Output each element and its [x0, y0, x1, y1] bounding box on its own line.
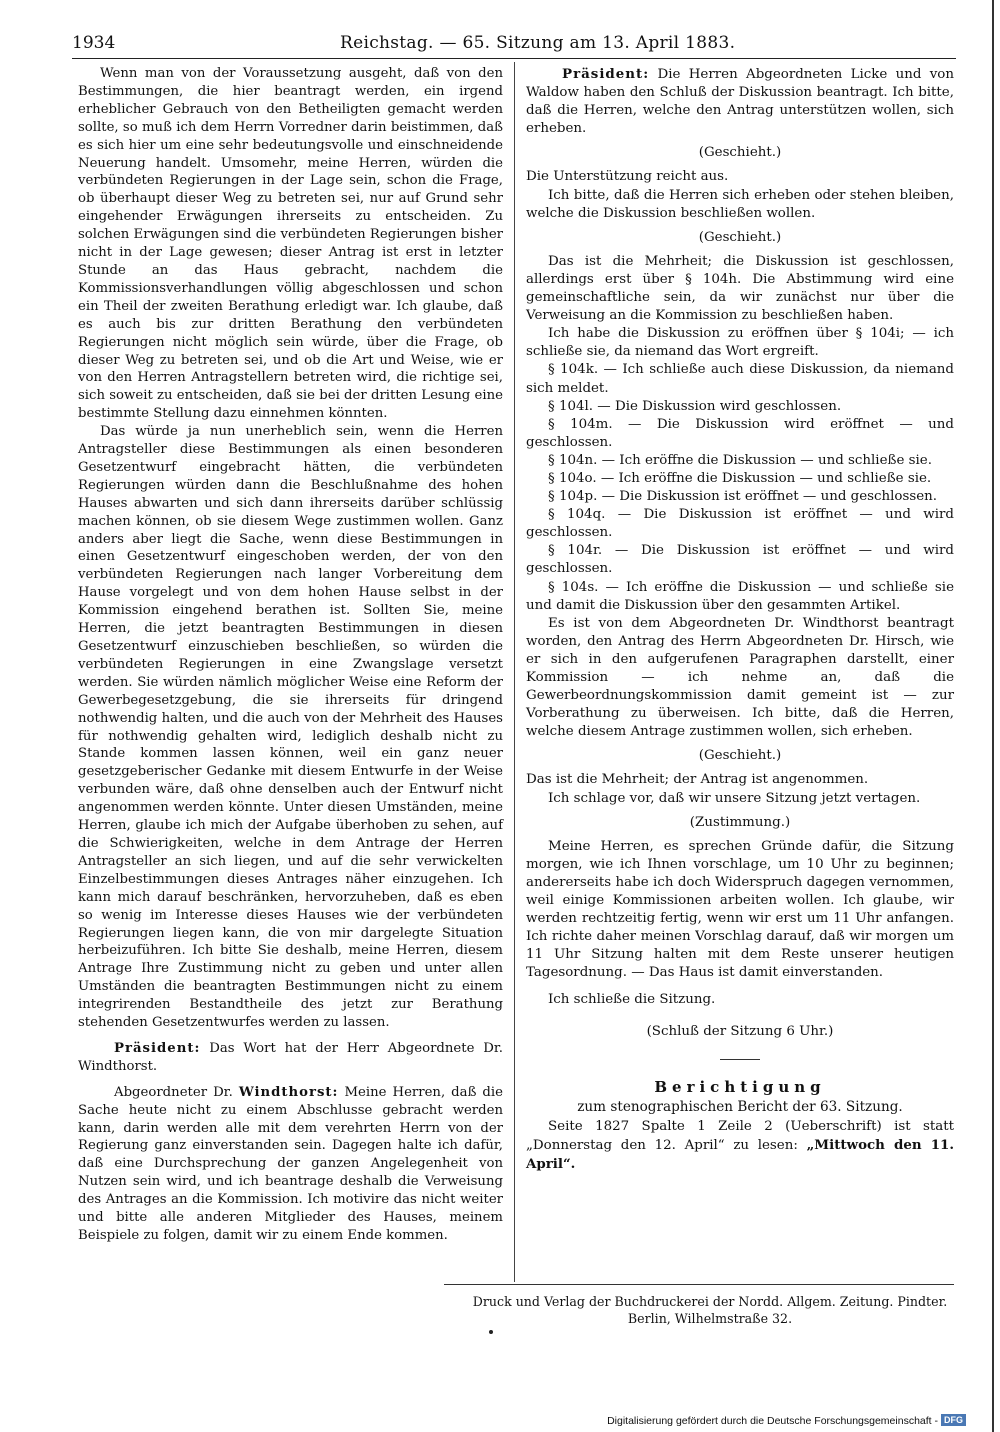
right-paragraph: Ich habe die Diskussion zu eröffnen über § 104i; — ich schließe sie, da niemand das Wort ergreift. — [526, 326, 954, 360]
correction-title: Berichtigung — [654, 1077, 826, 1096]
left-column — [78, 65, 503, 1245]
section-line: § 104o. — Ich eröffne die Diskussion — und schließe sie. — [548, 470, 932, 486]
page-number: 1934 — [72, 33, 116, 53]
right-paragraph: Ich schlage vor, daß wir unsere Sitzung jetzt vertagen. — [548, 790, 921, 806]
stage-direction: (Geschieht.) — [698, 229, 782, 245]
scan-edge-line — [992, 0, 994, 1432]
digitization-footer — [607, 1414, 966, 1427]
windthorst-speech-text: Meine Herren, daß die Sache heute nicht zu einem Abschlusse gebracht werden kann, darin werden alle mit dem verehrten Herrn von der Regierung ganz einverstanden sein. Dagegen halte ich dafür, daß eine Durchsprechung der ganzen Angelegenheit von Nutzen sein wird, und ich beantrage deshalb die Verweisung des Antrages an die Kommission. Ich motivire das nicht weiter und bitte alle anderen Mitglieder des Hauses, meinem Beispiele zu folgen, damit wir zu einem Ende kommen. — [78, 1084, 503, 1243]
speaker-windthorst: Windthorst: — [238, 1084, 339, 1100]
president-speech — [78, 1040, 503, 1076]
correction-subtitle: zum stenographischen Bericht der 63. Sitzung. — [577, 1098, 903, 1115]
section-line: § 104p. — Die Diskussion ist eröffnet — und geschlossen. — [548, 489, 938, 505]
section-separator — [720, 1059, 760, 1060]
stage-direction: (Zustimmung.) — [689, 814, 791, 830]
president-speech-text: Das Wort hat der Herr Abgeordnete Dr. Windthorst. — [78, 1040, 503, 1074]
section-line: § 104l. — Die Diskussion wird geschlossen. — [548, 398, 842, 414]
right-paragraph: Die Unterstützung reicht aus. — [526, 169, 729, 185]
right-column — [526, 65, 954, 1174]
imprint-line-2: Berlin, Wilhelmstraße 32. — [627, 1311, 793, 1326]
dfg-logo: DFG — [941, 1414, 966, 1426]
speaker-president-right: Präsident: — [562, 66, 650, 82]
running-header: Reichstag. — 65. Sitzung am 13. April 1883. — [340, 33, 736, 53]
right-president-text: Die Herren Abgeordneten Licke und von Waldow haben den Schluß der Diskussion beantragt. Ich bitte, daß die Herren, welche den Antrag unterstützen wollen, sich erheben. — [526, 67, 954, 137]
section-line: § 104m. — Die Diskussion wird eröffnet — und geschlossen. — [526, 416, 954, 450]
speaker-president: Präsident: — [114, 1040, 201, 1056]
footer-text: Digitalisierung gefördert durch die Deutsche Forschungsgemeinschaft - — [607, 1415, 938, 1427]
right-president-speech — [526, 65, 954, 138]
section-line: § 104s. — Ich eröffne die Diskussion — und schließe sie und damit die Diskussion über den gesammten Artikel. — [526, 579, 954, 613]
right-paragraph: Ich schließe die Sitzung. — [548, 991, 716, 1007]
session-end-note: (Schluß der Sitzung 6 Uhr.) — [646, 1023, 834, 1039]
section-line: § 104k. — Ich schließe auch diese Diskussion, da niemand sich meldet. — [526, 362, 954, 396]
left-paragraph-1: Wenn man von der Voraussetzung ausgeht, daß von den Bestimmungen, die hier beantragt werden, ein irgend erheblicher Gebrauch von den Betheiligten gemacht werden sollte, so muß ich dem Herrn Vorredner darin beistimmen, daß es sich hier um eine sehr bedeutungsvolle und einschneidende Neuerung handelt. Umsomehr, meine Herren, würden die verbündeten Regierungen in der Lage sein, schon die Frage, ob überhaupt dieser Weg zu betreten sei, nur auf Grund sehr eingehender Erwägungen ihrerseits zu entscheiden. Zu solchen Erwägungen sind die verbündeten Regierungen bisher nicht in der Lage gewesen; dieser Antrag ist erst in letzter Stunde an das Haus gebracht, nachdem die Kommissionsverhandlungen völlig abgeschlossen und schon ein Theil der zweiten Berathung erledigt war. Ich glaube, daß es auch bis zur dritten Berathung den verbündeten Regierungen nicht möglich sein würde, über die Frage, ob dieser Weg zu betreten sei, und ob die Art und Weise, wie er von den Herren Antragstellern betreten wird, die richtige sei, sich soweit zu entscheiden, daß sie bei der dritten Lesung eine bestimmte Stellung dazu einnehmen könnten. — [78, 66, 503, 422]
imprint-rule — [444, 1284, 954, 1285]
correction-wrong: „Donnerstag den 12. April“ — [526, 1137, 725, 1153]
correction-text — [526, 1118, 954, 1174]
print-mark — [489, 1330, 493, 1334]
windthorst-speech — [78, 1084, 503, 1245]
right-paragraph: Ich bitte, daß die Herren sich erheben oder stehen bleiben, welche die Diskussion beschließen wollen. — [526, 187, 954, 221]
speaker-prefix: Abgeordneter Dr. — [114, 1084, 233, 1100]
section-line: § 104n. — Ich eröffne die Diskussion — und schließe sie. — [548, 452, 932, 468]
right-paragraph: Das ist die Mehrheit; die Diskussion ist geschlossen, allerdings erst über § 104h. Die Abstimmung wird eine gemeinschaftliche sein, da wir zunächst nur über die Verweisung an die Kommission zu beschließen haben. — [526, 253, 954, 324]
imprint-line-1: Druck und Verlag der Buchdruckerei der Nordd. Allgem. Zeitung. Pindter. — [472, 1294, 948, 1309]
column-divider — [514, 62, 515, 1282]
left-paragraph-2: Das würde ja nun unerheblich sein, wenn die Herren Antragsteller diese Bestimmungen als einen besonderen Gesetzentwurf eingebracht hätten, die verbündeten Regierungen würden dann die Beschlußnahme des hohen Hauses abwarten und sich dann ihrerseits darüber schlüssig machen können, ob sie diesem Wege zustimmen wollen. Ganz anders aber liegt die Sache, wenn diese Bestimmungen in einen Gesetzentwurf eingeschoben werden, der von den verbündeten Regierungen nach langer Vorbereitung dem Hause vorgelegt und von dem hohen Hause selbst in der Kommission eingehend berathen ist. Sollten Sie, meine Herren, die jetzt beantragten Bestimmungen in diesen Gesetzentwurf einzuschieben beschließen, so würden die verbündeten Regierungen in eine Zwangslage versetzt werden. Sie würden nämlich möglicher Weise eine Reform der Gewerbegesetzgebung, die sie ihrerseits für dringend nothwendig halten, und die auch von der Mehrheit des Hauses für nothwendig gehalten wird, lediglich deshalb nicht zu Stande kommen lassen können, weil ein ganz neuer gesetzgeberischer Gedanke mit diesem Entwurfe in der Weise verbunden wäre, daß ohne denselben auch der Entwurf nicht angenommen werden könnte. Unter diesen Umständen, meine Herren, glaube ich mich der Aufgabe überhoben zu sehen, auf die Schwierigkeiten, welche in dem Antrage der Herren Antragsteller an sich liegen, und auf die sehr verwickelten Einzelbestimmungen dieses Antrages näher einzugehen. Ich kann mich darauf beschränken, hervorzuheben, daß es eben so wenig im Interesse dieses Hauses wie der verbündeten Regierungen liegen kann, die von mir dargelegte Situation herbeizuführen. Ich bitte Sie deshalb, meine Herren, diesem Antrage Ihre Zustimmung nicht zu geben und unter allen Umständen die beantragten Bestimmungen nicht zu einem integrirenden Bestandtheile des jetzt zur Berathung stehenden Gesetzentwurfes werden zu lassen. — [78, 424, 503, 1031]
right-paragraph: Es ist von dem Abgeordneten Dr. Windthorst beantragt worden, den Antrag des Herrn Abgeordneten Dr. Hirsch, wie er sich in den aufgerufenen Paragraphen darstellt, einer Kommission — ich nehme an, daß die Gewerbeordnungskommission damit gemeint ist — zur Vorberathung zu überweisen. Ich bitte, daß die Herren, welche diesem Antrage zustimmen wollen, sich erheben. — [526, 615, 954, 740]
right-paragraph: Das ist die Mehrheit; der Antrag ist angenommen. — [526, 772, 869, 788]
correction-intro: Seite 1827 Spalte 1 Zeile 2 (Ueberschrift) ist statt — [548, 1118, 954, 1134]
section-line: § 104r. — Die Diskussion ist eröffnet — und wird geschlossen. — [526, 543, 954, 577]
header-rule — [72, 58, 956, 59]
stage-direction: (Geschieht.) — [698, 145, 782, 161]
section-line: § 104q. — Die Diskussion ist eröffnet — und wird geschlossen. — [526, 507, 954, 541]
correction-right: „Mittwoch den 11. April“. — [526, 1136, 955, 1173]
right-paragraph: Meine Herren, es sprechen Gründe dafür, die Sitzung morgen, wie ich Ihnen vorschlage, um 10 Uhr zu beginnen; andererseits habe ich doch Widerspruch dagegen vernommen, weil einige Kommissionen arbeiten wollen. Ich glaube, wir werden rechtzeitig fertig, wenn wir erst um 11 Uhr anfangen. Ich richte daher meinen Vorschlag darauf, daß wir morgen um 11 Uhr Sitzung halten mit dem Reste unserer heutigen Tagesordnung. — Das Haus ist damit einverstanden. — [526, 838, 954, 981]
stage-direction: (Geschieht.) — [698, 748, 782, 764]
correction-mid: zu lesen: — [733, 1137, 798, 1153]
